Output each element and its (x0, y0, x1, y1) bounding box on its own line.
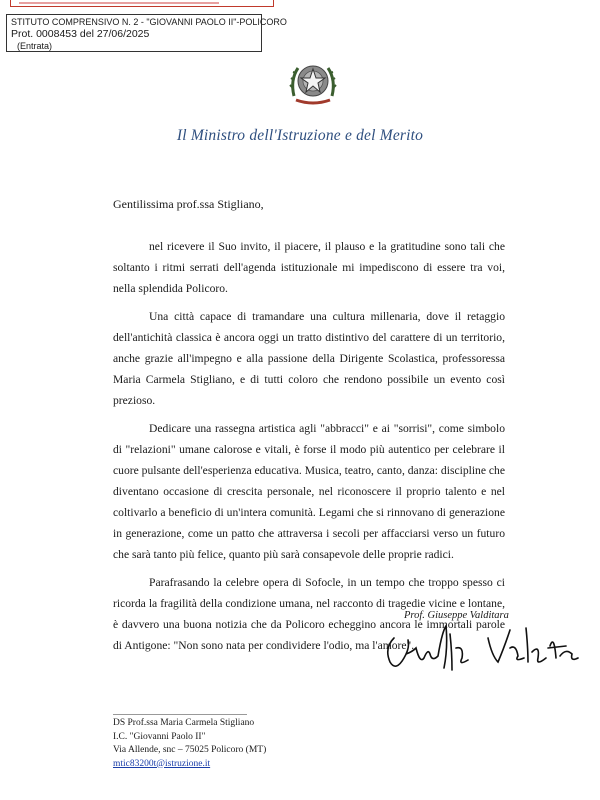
recipient-name: DS Prof.ssa Maria Carmela Stigliano (113, 718, 255, 728)
protocol-number: Prot. 0008453 del 27/06/2025 (11, 28, 150, 40)
recipient-address: Via Allende, snc – 75025 Policoro (MT) (113, 745, 267, 755)
salutation: Gentilissima prof.ssa Stigliano, (113, 197, 264, 211)
protocol-school: STITUTO COMPRENSIVO N. 2 - "GIOVANNI PAOLO II"-POLICORO (11, 17, 287, 27)
letter-paragraph: Dedicare una rassegna artistica agli "abbracci" e ai "sorrisi", come simbolo di "relazioni" umane calorose e vitali, è forse il modo più autentico per celebrare il cuore pulsante dell'esperienza educativa. Musica, teatro, canto, danza: discipline che diventano occasione di crescita personale, nel riconoscere il proprio talento e nel coltivarlo a beneficio di un'intera comunità. Legami che si rinnovano di generazione in generazione, come un patto che attraversa i secoli per affacciarsi verso un futuro che sarà tanto più felice, quanto più sarà consapevole delle proprie radici. (113, 422, 505, 561)
protocol-stamp-strip (10, 0, 274, 7)
recipient-email-link[interactable]: mtic83200t@istruzione.it (113, 758, 211, 769)
letter-paragraph: Parafrasando la celebre opera di Sofocle, in un tempo che troppo spesso ci ricorda la fragilità della condizione umana, nel racconto di tragedie vicine e lontane, è davvero una buona notizia che da Policoro echeggino ancora le immortali parole di Antigone: "Non sono nata per condividere l'odio, ma l'amore". (113, 576, 505, 652)
letter-body (113, 236, 505, 663)
footer-divider (113, 714, 247, 715)
italian-republic-emblem-icon (288, 56, 338, 108)
ministry-heading: Il Ministro dell'Istruzione e del Merito (176, 127, 424, 144)
recipient-school: I.C. "Giovanni Paolo II" (113, 731, 206, 742)
signatory-name: Prof. Giuseppe Valditara (404, 610, 509, 621)
handwritten-signature (380, 618, 580, 676)
protocol-direction: (Entrata) (17, 41, 53, 51)
letter-paragraph: nel ricevere il Suo invito, il piacere, il plauso e la gratitudine sono tali che soltanto i ritmi serrati dell'agenda istituzionale mi impediscono di essere tra voi, nella splendida Policoro. (113, 240, 505, 295)
recipient-block (113, 717, 266, 771)
protocol-stamp (6, 14, 287, 52)
letter-paragraph: Una città capace di tramandare una cultura millenaria, dove il retaggio dell'antichità classica è ancora oggi un tratto distintivo del carattere di un territorio, anche grazie all'impegno e alla passione della Dirigente Scolastica, professoressa Maria Carmela Stigliano, e di tutti coloro che rendono possibile un evento così prezioso. (113, 310, 505, 407)
